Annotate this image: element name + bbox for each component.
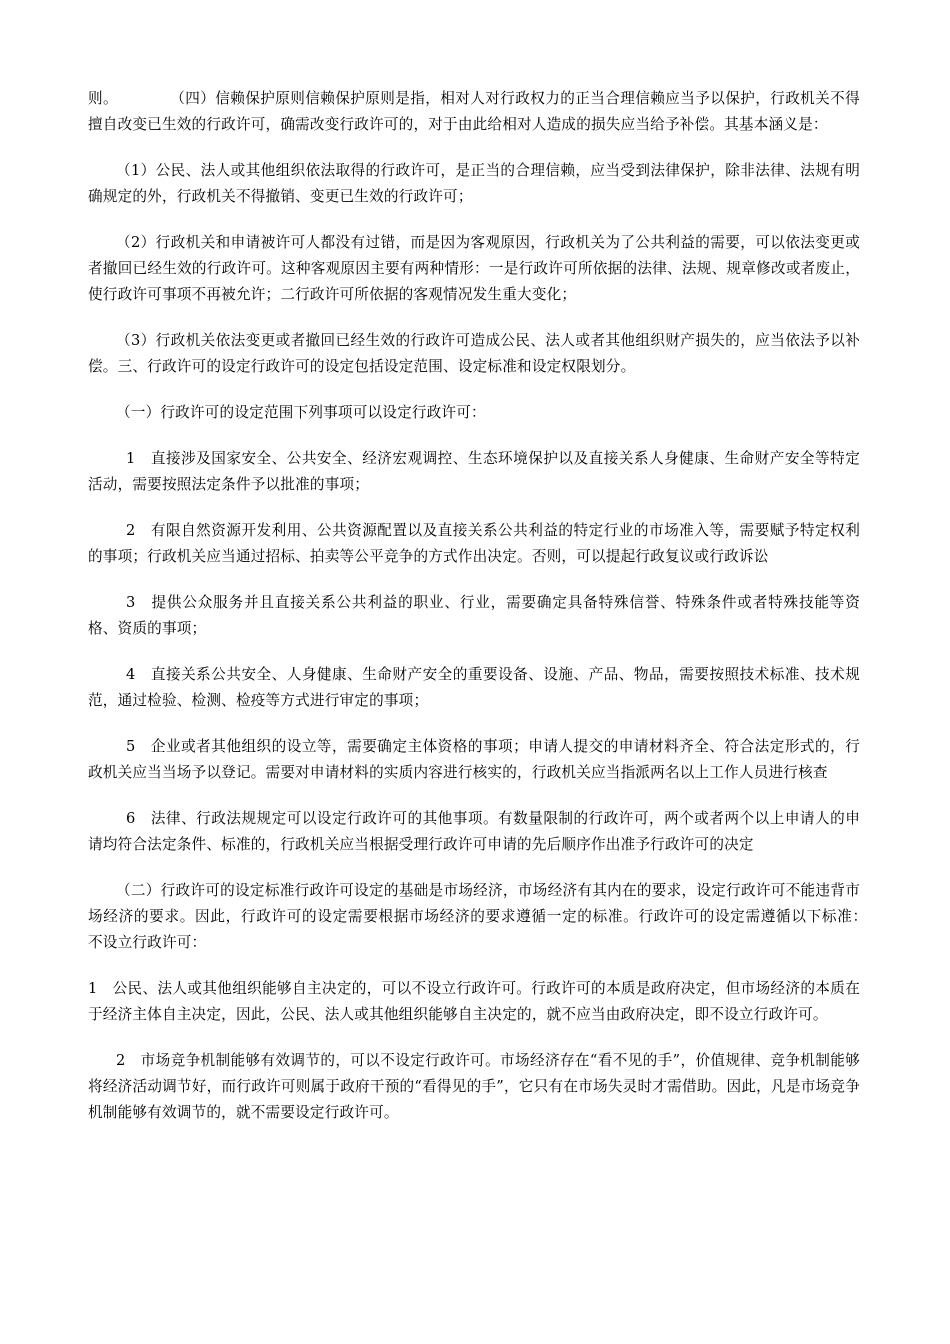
paragraph-scope-2: 2 有限自然资源开发利用、公共资源配置以及直接关系公共利益的特定行业的市场准入等，需要赋予特定权利的事项；行政机关应当通过招标、拍卖等公平竞争的方式作出决定。否则，可以提起行政复议或行政诉讼 bbox=[88, 522, 860, 565]
paragraph-scope-5: 5 企业或者其他组织的设立等，需要确定主体资格的事项；申请人提交的申请材料齐全、符合法定形式的，行政机关应当当场予以登记。需要对申请材料的实质内容进行核实的，行政机关应当指派两名以上工作人员进行核查 bbox=[88, 738, 860, 781]
paragraph-standards-heading: （二）行政许可的设定标准行政许可设定的基础是市场经济，市场经济有其内在的要求，设定行政许可不能违背市场经济的要求。因此，行政许可的设定需要根据市场经济的要求遵循一定的标准。行政许可的设定需遵循以下标准： 不设立行政许可： bbox=[88, 882, 875, 951]
paragraph-standard-2: 2 市场竞争机制能够有效调节的，可以不设定行政许可。市场经济存在“看不见的手”，价值规律、竞争机制能够将经济活动调节好，而行政许可则属于政府干预的“看得见的手”，它只有在市场失灵时才需借助。因此，凡是市场竞争机制能够有效调节的，就不需要设定行政许可。 bbox=[88, 1052, 860, 1121]
paragraph-scope-6: 6 法律、行政法规规定可以设定行政许可的其他事项。有数量限制的行政许可，两个或者两个以上申请人的申请均符合法定条件、标准的，行政机关应当根据受理行政许可申请的先后顺序作出准予行政许可的决定 bbox=[88, 810, 860, 853]
paragraph-item-2: （2）行政机关和申请被许可人都没有过错，而是因为客观原因，行政机关为了公共利益的需要，可以依法变更或者撤回已经生效的行政许可。这种客观原因主要有两种情形：一是行政许可所依据的法律、法规、规章修改或者废止，使行政许可事项不再被允许；二行政许可所依据的客观情况发生重大变化； bbox=[88, 234, 860, 303]
paragraph-scope-heading: （一）行政许可的设定范围下列事项可以设定行政许可： bbox=[116, 404, 486, 421]
paragraph-scope-1: 1 直接涉及国家安全、公共安全、经济宏观调控、生态环境保护以及直接关系人身健康、生命财产安全等特定活动，需要按照法定条件予以批准的事项； bbox=[88, 450, 860, 493]
paragraph-scope-4: 4 直接关系公共安全、人身健康、生命财产安全的重要设备、设施、产品、物品，需要按照技术标准、技术规范，通过检验、检测、检疫等方式进行审定的事项； bbox=[88, 666, 860, 709]
paragraph-item-1: （1）公民、法人或其他组织依法取得的行政许可，是正当的合理信赖，应当受到法律保护，除非法律、法规有明确规定的外，行政机关不得撤销、变更已生效的行政许可； bbox=[88, 162, 860, 205]
document-page bbox=[88, 86, 875, 1146]
paragraph-scope-3: 3 提供公众服务并且直接关系公共利益的职业、行业，需要确定具备特殊信誉、特殊条件或者特殊技能等资格、资质的事项； bbox=[88, 594, 860, 637]
paragraph-trust-protection bbox=[88, 86, 860, 138]
paragraph-item-3: （3）行政机关依法变更或者撤回已经生效的行政许可造成公民、法人或者其他组织财产损失的，应当依法予以补偿。三、行政许可的设定行政许可的设定包括设定范围、设定标准和设定权限划分。 bbox=[88, 332, 860, 375]
paragraph-text: （四）信赖保护原则信赖保护原则是指，相对人对行政权力的正当合理信赖应当予以保护，行政机关不得擅自改变已生效的行政许可，确需改变行政许可的，对于由此给相对人造成的损失应当给予补偿。其基本涵义是： bbox=[88, 90, 860, 133]
paragraph-lead-fragment: 则。 bbox=[88, 90, 118, 107]
paragraph-standard-1: 1 公民、法人或其他组织能够自主决定的，可以不设立行政许可。行政许可的本质是政府决定，但市场经济的本质在于经济主体自主决定，因此，公民、法人或其他组织能够自主决定的，就不应当由政府决定，即不设立行政许可。 bbox=[88, 980, 860, 1023]
